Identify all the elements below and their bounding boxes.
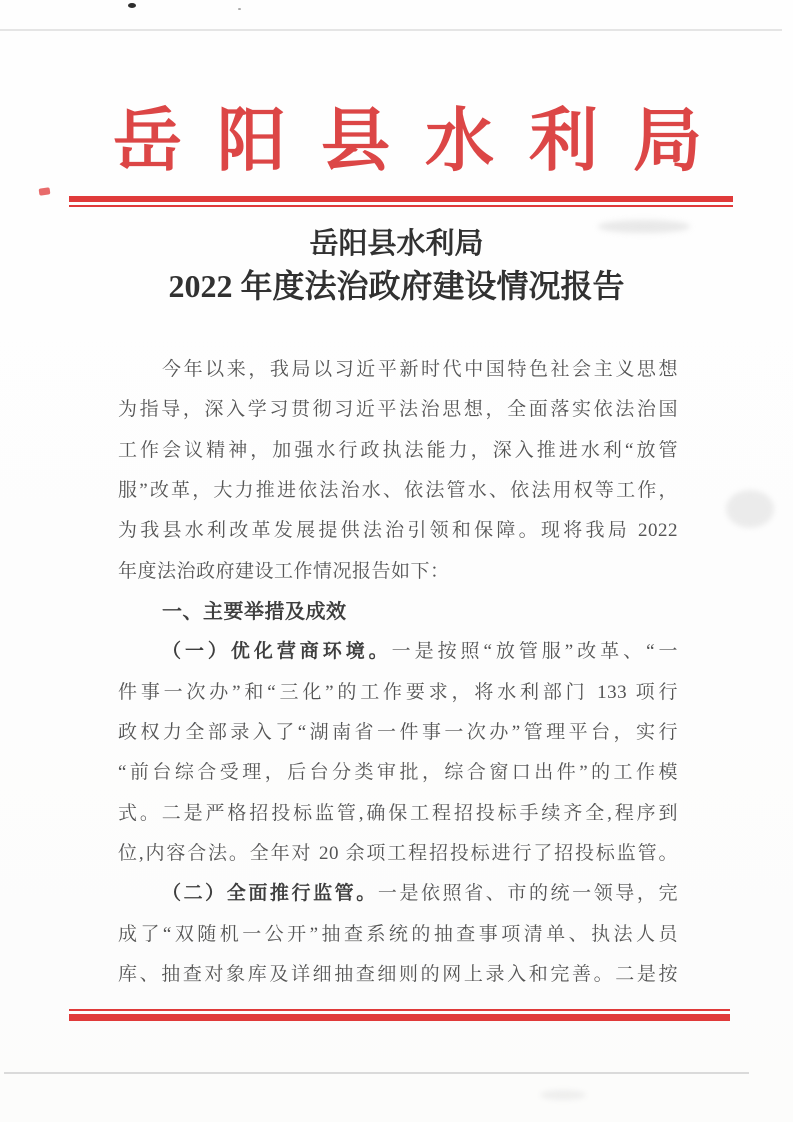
document-title: 岳阳县水利局 [309,228,484,260]
letterhead-char: 水 [425,103,494,179]
body-line: （一）优化营商环境。一是按照“放管服”改革、“一 [162,641,678,663]
letterhead-char: 岳 [113,103,182,179]
letterhead-char: 阳 [217,103,286,179]
scan-artifact-bottom-line [4,1072,749,1074]
divider-thin-line [69,205,733,207]
section-heading: 一、主要举措及成效 [162,601,347,624]
footer-divider-rule [69,1009,730,1021]
body-line: 成了“双随机一公开”抽查系统的抽查事项清单、执法人员 [118,923,678,945]
scan-smudge [540,1090,586,1100]
body-line: 为指导，深入学习贯彻习近平法治思想，全面落实依法治国 [118,399,678,421]
divider-thick-line [69,196,733,202]
scan-speck [238,8,241,10]
scan-smudge [726,490,774,528]
body-line: 政权力全部录入了“湖南省一件事一次办”管理平台，实行 [118,722,678,744]
divider-thick-line [69,1014,730,1021]
body-line: “前台综合受理，后台分类审批，综合窗口出件”的工作模 [118,762,678,784]
document-body [118,350,678,996]
letterhead-char: 局 [633,103,702,179]
body-line: 库、抽查对象库及详细抽查细则的网上录入和完善。二是按 [118,964,678,986]
body-line: 式。二是严格招投标监管,确保工程招投标手续齐全,程序到 [118,802,678,824]
body-line: 服”改革，大力推进依法治水、依法管水、依法用权等工作， [118,480,678,502]
body-line: 位,内容合法。全年对 20 余项工程招投标进行了招投标监管。 [118,843,678,865]
scan-artifact-top-line [0,29,782,31]
body-line: 件事一次办”和“三化”的工作要求，将水利部门 133 项行 [118,681,678,703]
body-line: （二）全面推行监管。一是依照省、市的统一领导，完 [162,883,678,905]
letterhead-title [113,102,702,180]
scan-smudge [598,220,690,233]
letterhead-char: 利 [529,103,598,179]
divider-thin-line [69,1009,730,1011]
body-line: 工作会议精神，加强水行政执法能力，深入推进水利“放管 [118,439,678,461]
body-line: 为我县水利改革发展提供法治引领和保障。现将我局 2022 [118,520,678,542]
scan-speck [128,3,136,8]
letterhead-char: 县 [321,103,390,179]
body-line: 今年以来，我局以习近平新时代中国特色社会主义思想 [162,359,678,380]
document-subtitle: 2022 年度法治政府建设情况报告 [168,268,625,304]
body-line: 年度法治政府建设工作情况报告如下： [118,560,450,582]
scan-artifact-red-mark [39,187,51,195]
letterhead-divider-rule [69,196,733,207]
